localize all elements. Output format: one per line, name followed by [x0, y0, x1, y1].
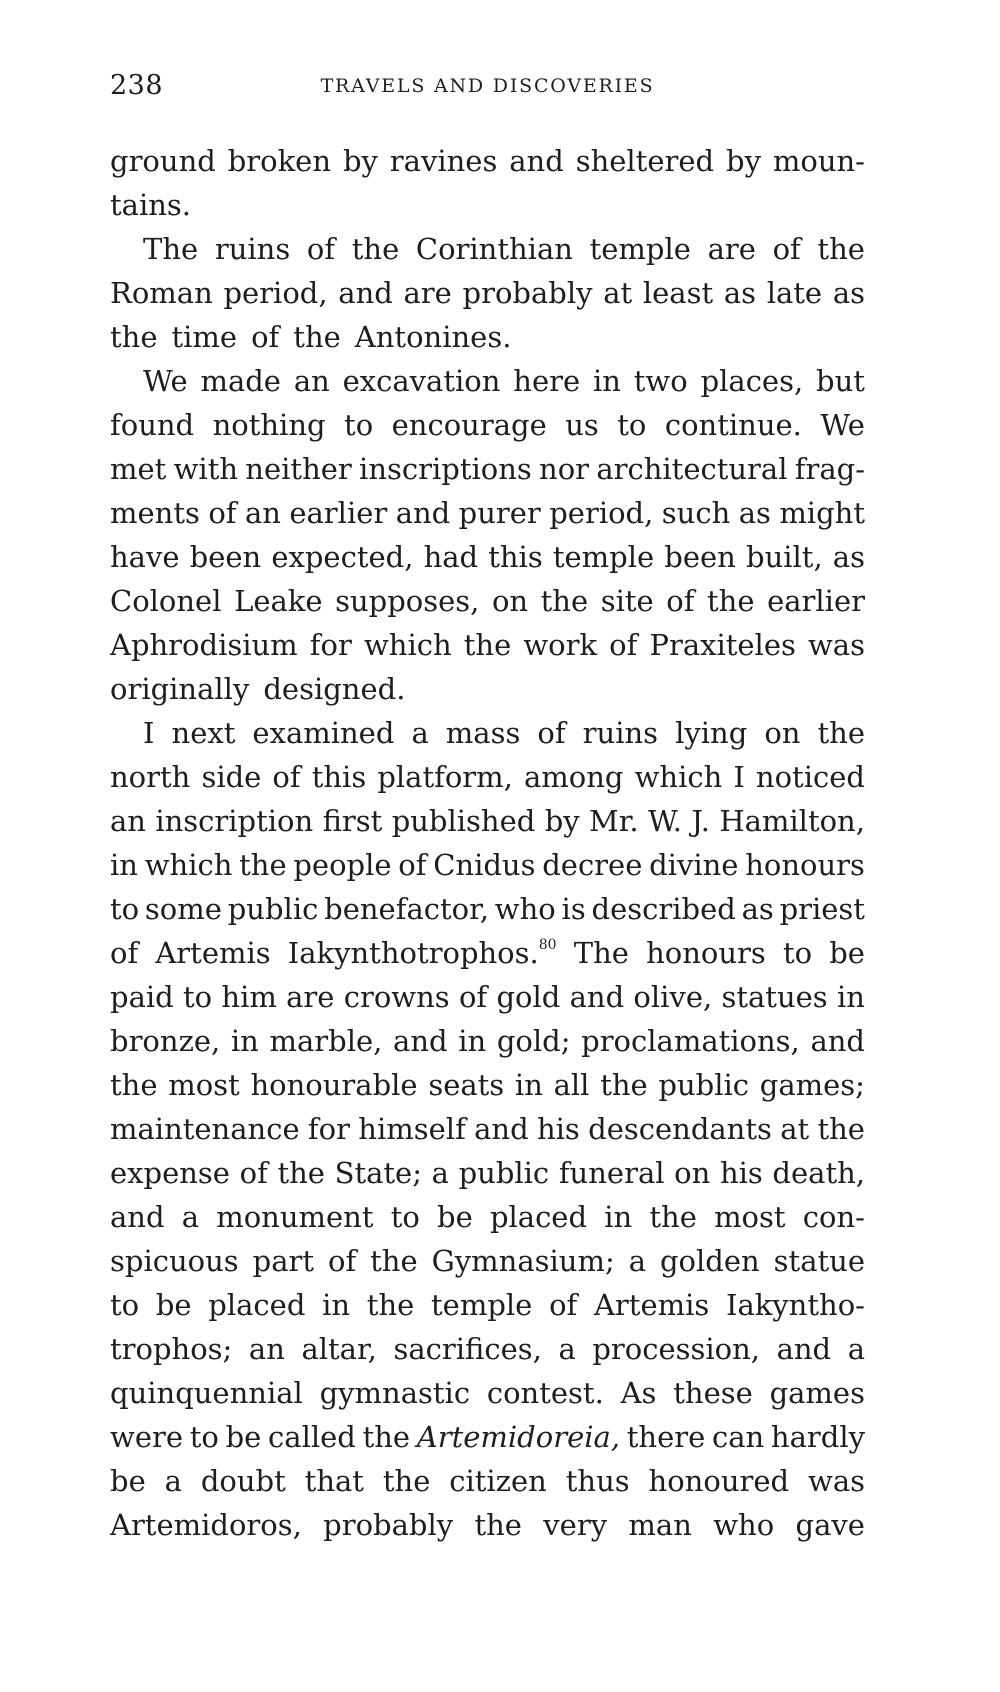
word: man — [628, 1508, 692, 1542]
word: to — [189, 1420, 219, 1454]
word: examined — [252, 716, 395, 750]
word: be — [155, 1288, 192, 1322]
word: monument — [216, 1200, 374, 1234]
text-line — [110, 1151, 865, 1195]
word: olive, — [633, 980, 713, 1014]
word: J. — [691, 804, 710, 838]
word: continue. — [664, 408, 802, 442]
word: made — [200, 364, 281, 398]
word: had — [423, 540, 479, 574]
word: and — [338, 276, 393, 310]
word: which — [634, 760, 723, 794]
word: his — [536, 1112, 580, 1146]
running-head: TRAVELS AND DISCOVERIES — [320, 75, 655, 97]
word: encourage — [391, 408, 547, 442]
word: on — [491, 584, 529, 618]
word: Artemidoros, — [110, 1508, 302, 1542]
word: Leake — [234, 584, 323, 618]
word: moun- — [772, 144, 865, 178]
word: us — [565, 408, 599, 442]
page-number: 238 — [110, 70, 164, 101]
text-line — [110, 227, 865, 271]
word: in — [322, 1288, 351, 1322]
word: to — [782, 936, 813, 970]
word: called — [268, 1420, 356, 1454]
word: temple — [552, 540, 655, 574]
word: gave — [795, 1508, 865, 1542]
word: sacrifices, — [393, 1332, 542, 1366]
word: some — [144, 892, 222, 926]
text-line — [110, 711, 865, 755]
word: north — [110, 760, 191, 794]
word: Artemidoreia, — [416, 1420, 621, 1454]
word: with — [173, 452, 239, 486]
word: We — [820, 408, 865, 442]
word: as — [832, 540, 865, 574]
word: as — [723, 276, 757, 310]
word: Corinthian — [415, 232, 573, 266]
word: two — [633, 364, 688, 398]
word: met — [110, 452, 167, 486]
word: at — [603, 276, 633, 310]
word: a — [628, 1244, 647, 1278]
word: time — [171, 320, 238, 354]
word: the — [351, 232, 400, 266]
word: and — [569, 980, 625, 1014]
word: but — [816, 364, 865, 398]
word: in — [514, 1068, 543, 1102]
word: I — [143, 716, 155, 750]
word: him — [221, 980, 277, 1014]
word: of — [251, 320, 280, 354]
word: the — [110, 1068, 158, 1102]
word: a — [431, 1156, 449, 1190]
word: decree — [542, 848, 643, 882]
word: priest — [779, 892, 865, 926]
word: We — [143, 364, 188, 398]
word: and — [395, 496, 451, 530]
text-line — [110, 1063, 865, 1107]
word: the — [277, 1156, 325, 1190]
word: spicuous — [110, 1244, 239, 1278]
word: published — [391, 804, 536, 838]
word: statues — [721, 980, 828, 1014]
word: a — [181, 1200, 200, 1234]
word: con- — [802, 1200, 865, 1234]
word: bronze, — [110, 1024, 221, 1058]
word: tains. — [110, 188, 191, 222]
word: funeral — [558, 1156, 665, 1190]
word: Artemis — [155, 936, 271, 970]
word: marble, — [269, 1024, 383, 1058]
word: gold; — [496, 1024, 571, 1058]
word: the — [817, 1112, 865, 1146]
word: here — [513, 364, 581, 398]
word: The — [143, 232, 199, 266]
word: next — [171, 716, 236, 750]
word: the — [382, 1464, 431, 1498]
word: to — [182, 980, 213, 1014]
body-text — [110, 139, 865, 1547]
word: of — [549, 1288, 578, 1322]
word: as — [832, 276, 865, 310]
word: first — [322, 804, 383, 838]
word: nothing — [212, 408, 326, 442]
word: Colonel — [110, 584, 222, 618]
word: in — [836, 980, 865, 1014]
word: his — [719, 1156, 763, 1190]
word: work — [523, 628, 598, 662]
word: sheltered — [575, 144, 715, 178]
word: site — [600, 584, 654, 618]
text-line — [110, 1459, 865, 1503]
text-line — [110, 975, 865, 1019]
word: Hamilton, — [719, 804, 865, 838]
word: be — [829, 936, 865, 970]
text-line — [110, 1503, 865, 1547]
word: Antonines. — [354, 320, 512, 354]
word: nor — [539, 452, 590, 486]
word: for — [309, 628, 352, 662]
word: gymnastic — [319, 1376, 471, 1410]
word: and — [110, 1200, 165, 1234]
word: was — [807, 628, 865, 662]
word: this — [488, 540, 543, 574]
word: in — [604, 1200, 633, 1234]
word: late — [766, 276, 823, 310]
word: who — [494, 892, 556, 926]
text-line — [110, 1019, 865, 1063]
word: Praxiteles — [649, 628, 796, 662]
word: ments — [110, 496, 200, 530]
text-line — [110, 843, 865, 887]
word: which — [144, 848, 233, 882]
word: been — [189, 540, 262, 574]
word: temple — [431, 1288, 533, 1322]
word: least — [642, 276, 714, 310]
word: have — [110, 540, 180, 574]
word: by — [342, 144, 378, 178]
word: an — [110, 804, 146, 838]
word: doubt — [200, 1464, 286, 1498]
word: that — [304, 1464, 364, 1498]
word: death, — [772, 1156, 865, 1190]
word: in — [592, 364, 621, 398]
word: procession, — [592, 1332, 760, 1366]
word: honoured — [648, 1464, 790, 1498]
word: proclamations, — [581, 1024, 800, 1058]
text-line — [110, 359, 865, 403]
word: the — [707, 584, 755, 618]
text-line — [110, 1195, 865, 1239]
word: was — [808, 1464, 865, 1498]
word: earlier — [767, 584, 865, 618]
word: a — [558, 1332, 576, 1366]
word: of — [208, 496, 237, 530]
word: expense — [110, 1156, 230, 1190]
text-line — [110, 1371, 865, 1415]
word: Aphrodisium — [110, 628, 298, 662]
word: honourable — [250, 1068, 418, 1102]
word: are — [286, 980, 335, 1014]
word: gold — [496, 980, 561, 1014]
word: as — [738, 496, 771, 530]
word: the — [463, 628, 512, 662]
word: on — [674, 1156, 711, 1190]
word: benefactor, — [324, 892, 489, 926]
word: W. — [648, 804, 682, 838]
word: noticed — [755, 760, 865, 794]
word: of — [239, 1156, 268, 1190]
word: might — [779, 496, 865, 530]
word: seats — [428, 1068, 505, 1102]
word: probably — [323, 1508, 454, 1542]
word: neither — [245, 452, 352, 486]
word: most — [168, 1068, 240, 1102]
word: trophos; — [110, 1332, 233, 1366]
word: crowns — [343, 980, 450, 1014]
word: the — [817, 716, 865, 750]
word: of — [666, 584, 695, 618]
word: excavation — [342, 364, 501, 398]
text-line — [110, 271, 865, 315]
word: this — [311, 760, 367, 794]
text-line — [110, 403, 865, 447]
word: which — [363, 628, 452, 662]
word: the — [649, 1200, 697, 1234]
word: an — [244, 496, 281, 530]
word: of — [772, 232, 801, 266]
word: in — [110, 848, 138, 882]
word: found — [110, 408, 195, 442]
word: designed. — [263, 672, 406, 706]
word: and — [393, 1024, 448, 1058]
word: of — [458, 980, 488, 1014]
word: were — [110, 1420, 184, 1454]
text-line — [110, 183, 865, 227]
word: of — [398, 848, 427, 882]
word: these — [673, 1376, 753, 1410]
word: originally — [110, 672, 250, 706]
word: on — [764, 716, 801, 750]
word: Mr. — [589, 804, 639, 838]
word: as — [741, 892, 774, 926]
text-line — [110, 1327, 865, 1371]
text-line — [110, 447, 865, 491]
word: of — [272, 760, 301, 794]
text-line — [110, 1283, 865, 1327]
word: is — [561, 892, 586, 926]
word: in — [230, 1024, 259, 1058]
text-line — [110, 755, 865, 799]
word: frag- — [794, 452, 865, 486]
word: honours — [745, 848, 865, 882]
word: people — [293, 848, 392, 882]
word: architectural — [596, 452, 788, 486]
word: games — [769, 1376, 865, 1410]
word: ground — [110, 144, 216, 178]
word: ruins — [214, 232, 291, 266]
word: altar, — [301, 1332, 377, 1366]
word: the — [540, 584, 589, 618]
word: inscriptions — [359, 452, 532, 486]
word: statue — [773, 1244, 865, 1278]
text-line — [110, 491, 865, 535]
word: and — [776, 1332, 832, 1366]
word: golden — [659, 1244, 760, 1278]
word: placed — [489, 1200, 588, 1234]
word: an — [293, 364, 330, 398]
word: divine — [649, 848, 739, 882]
word: the — [110, 320, 158, 354]
word: in — [458, 1024, 487, 1058]
word: quinquennial — [110, 1376, 303, 1410]
word: period, — [223, 276, 328, 310]
word: the — [293, 320, 341, 354]
word: of — [306, 232, 336, 266]
word: temple — [589, 232, 691, 266]
text-line — [110, 1239, 865, 1283]
word: I — [733, 760, 745, 794]
word: State; — [334, 1156, 422, 1190]
word: to — [390, 1200, 420, 1234]
word: a — [411, 716, 429, 750]
word: and — [810, 1024, 865, 1058]
word: supposes, — [335, 584, 480, 618]
word: part — [252, 1244, 315, 1278]
word: Cnidus — [433, 848, 536, 882]
word: inscription — [155, 804, 314, 838]
word: honours — [646, 936, 766, 970]
word: earlier — [289, 496, 388, 530]
word: at — [780, 1112, 810, 1146]
word: the — [239, 848, 287, 882]
word: placed — [208, 1288, 306, 1322]
word: lying — [675, 716, 748, 750]
word: very — [543, 1508, 608, 1542]
word: and — [474, 1112, 529, 1146]
word: Gymnasium; — [431, 1244, 615, 1278]
word: by — [544, 804, 580, 838]
word: public — [458, 1156, 550, 1190]
word: Iakyntho- — [725, 1288, 865, 1322]
word: public — [227, 892, 319, 926]
word: most — [714, 1200, 786, 1234]
word: platform, — [377, 760, 513, 794]
footnote-reference: 80 — [538, 937, 557, 953]
word: built, — [746, 540, 823, 574]
word: ruins — [582, 716, 659, 750]
word: all — [553, 1068, 590, 1102]
word: maintenance — [110, 1112, 300, 1146]
word: side — [201, 760, 262, 794]
word: descendants — [588, 1112, 772, 1146]
word: contest. — [486, 1376, 604, 1410]
word: such — [661, 496, 731, 530]
word: mass — [445, 716, 521, 750]
word: of — [537, 716, 566, 750]
word: of — [609, 628, 638, 662]
text-line — [110, 579, 865, 623]
word: of — [110, 936, 139, 970]
word: who — [713, 1508, 775, 1542]
word: public — [658, 1068, 750, 1102]
word: Artemis — [593, 1288, 710, 1322]
word: by — [726, 144, 761, 178]
word: purer — [458, 496, 541, 530]
word: himself — [358, 1112, 466, 1146]
word: the — [362, 1420, 411, 1454]
word: Iakynthotrophos.$^{80}$ — [287, 936, 557, 970]
word: described — [591, 892, 736, 926]
word: to — [344, 408, 374, 442]
word: ravines — [389, 144, 498, 178]
word: the — [474, 1508, 522, 1542]
word: are — [707, 232, 756, 266]
word: thus — [565, 1464, 630, 1498]
word: an — [248, 1332, 285, 1366]
word: be — [437, 1200, 473, 1234]
text-line — [110, 887, 865, 931]
word: period, — [549, 496, 654, 530]
word: The — [573, 936, 629, 970]
word: among — [523, 760, 624, 794]
text-line — [110, 1107, 865, 1151]
word: been — [664, 540, 736, 574]
word: places, — [700, 364, 804, 398]
text-line — [110, 931, 865, 975]
word: hardly — [770, 1420, 865, 1454]
word: expected, — [271, 540, 414, 574]
word: the — [600, 1068, 648, 1102]
word: Roman — [110, 276, 213, 310]
word: the — [817, 232, 865, 266]
word: probably — [462, 276, 593, 310]
word: can — [711, 1420, 765, 1454]
word: to — [110, 892, 140, 926]
word: As — [620, 1376, 657, 1410]
text-line — [110, 667, 865, 711]
word: for — [307, 1112, 350, 1146]
word: are — [403, 276, 452, 310]
text-line — [110, 315, 865, 359]
word: citizen — [449, 1464, 547, 1498]
word: there — [626, 1420, 706, 1454]
word: to — [110, 1288, 140, 1322]
text-line — [110, 1415, 865, 1459]
page-header — [110, 70, 865, 110]
word: the — [370, 1244, 418, 1278]
word: paid — [110, 980, 174, 1014]
text-line — [110, 535, 865, 579]
word: to — [617, 408, 647, 442]
word: a — [847, 1332, 865, 1366]
word: be — [110, 1464, 146, 1498]
word: of — [327, 1244, 357, 1278]
text-line — [110, 623, 865, 667]
word: be — [225, 1420, 262, 1454]
word: the — [366, 1288, 415, 1322]
word: and — [509, 144, 564, 178]
text-line — [110, 139, 865, 183]
word: a — [164, 1464, 182, 1498]
word: games; — [759, 1068, 865, 1102]
text-line — [110, 799, 865, 843]
word: broken — [227, 144, 332, 178]
